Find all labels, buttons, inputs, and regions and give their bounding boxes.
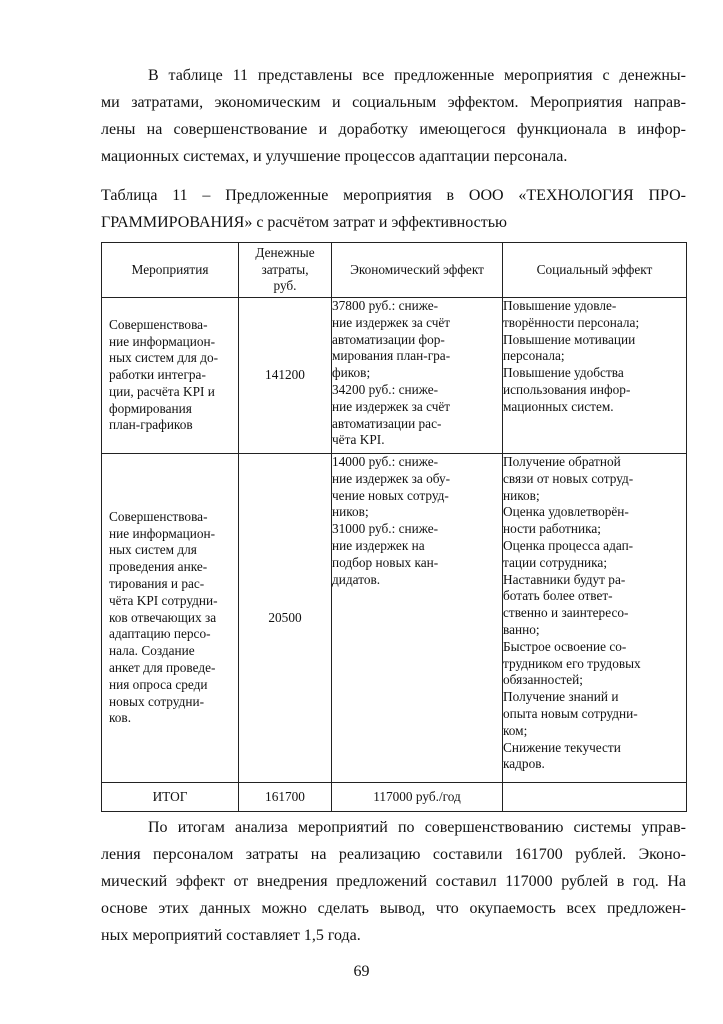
cell-line: Повышение удобства: [503, 365, 624, 381]
cell-line: ности работника;: [503, 521, 601, 537]
text-line: мационных системах, и улучшение процессов адаптации персонала.: [101, 148, 568, 165]
text-line: лены на совершенствование и доработку имеющегося функционала в инфор-: [101, 121, 686, 138]
cell-line: использования инфор-: [503, 381, 631, 397]
cost-cell: 20500: [239, 454, 332, 783]
cell-line: 14000 руб.: сниже-: [332, 454, 439, 469]
cell-line: ных систем для до-: [109, 350, 219, 366]
cell-line: Повышение мотивации: [503, 331, 636, 347]
cell-line: формирования: [109, 400, 192, 416]
table-row: [102, 454, 687, 783]
cell-line: персонала;: [503, 348, 565, 364]
cell-line: подбор новых кан-: [332, 554, 439, 570]
cell-line: фиков;: [332, 365, 371, 381]
cell-line: работки интегра-: [109, 367, 206, 383]
cell-line: ников;: [332, 504, 369, 520]
text-line: В таблице 11 представлены все предложенные мероприятия с денежны-: [148, 67, 686, 84]
cell-line: Быстрое освоение со-: [503, 638, 627, 654]
text-line: мический эффект от внедрения предложений составил 117000 рублей в год. На: [101, 873, 686, 890]
text-line: По итогам анализа мероприятий по совершенствованию системы управ-: [148, 819, 686, 836]
cell-line: чёта KPI сотрудни-: [109, 592, 218, 608]
cell-line: ции, расчёта KPI и: [109, 383, 215, 399]
cell-line: связи от новых сотруд-: [503, 470, 634, 486]
cell-line: нала. Создание: [109, 643, 195, 659]
caption-line: ГРАММИРОВАНИЯ» с расчётом затрат и эффективностью: [101, 214, 507, 231]
social-effect-cell: [503, 298, 687, 454]
text-line: ления персоналом затраты на реализацию составили 161700 рублей. Эконо-: [101, 846, 686, 863]
cell-line: кадров.: [503, 756, 545, 772]
cell-line: обязанностей;: [503, 672, 583, 688]
text-line: ми затратами, экономическим и социальным эффектом. Мероприятия направ-: [101, 94, 686, 111]
cell-line: 37800 руб.: сниже-: [332, 298, 439, 313]
cell-line: творённости персонала;: [503, 314, 640, 330]
cell-line: Оценка процесса адап-: [503, 537, 634, 553]
measures-table: [101, 242, 687, 812]
cell-line: ние информацион-: [109, 525, 216, 541]
header-costs: [239, 243, 332, 298]
text-line: основе этих данных можно сделать вывод, что окупаемость всех предложен-: [101, 900, 686, 917]
cell-line: 34200 руб.: сниже-: [332, 381, 439, 397]
cell-line: Повышение удовле-: [503, 298, 617, 313]
cell-line: Получение обратной: [503, 454, 621, 469]
cell-line: Совершенствова-: [109, 316, 208, 332]
table-caption: [101, 182, 686, 236]
cell-line: автоматизации фор-: [332, 331, 445, 347]
cell-line: ботать более ответ-: [503, 588, 613, 604]
cell-line: ных систем для: [109, 542, 197, 558]
header-costs-line: руб.: [273, 278, 297, 294]
cell-line: ние издержек за обу-: [332, 470, 451, 486]
cell-line: автоматизации рас-: [332, 415, 442, 431]
cell-line: ванно;: [503, 621, 540, 637]
header-measures: Мероприятия: [102, 243, 239, 298]
cell-line: Получение знаний и: [503, 689, 619, 705]
header-economic: Экономический эффект: [332, 243, 503, 298]
social-effect-cell: [503, 454, 687, 783]
intro-paragraph: [101, 62, 686, 170]
table-header-row: [102, 243, 687, 298]
total-economic: 117000 руб./год: [332, 783, 503, 812]
cell-line: ние издержек за счёт: [332, 398, 451, 414]
conclusion-paragraph: [101, 814, 686, 949]
cost-cell: 141200: [239, 298, 332, 454]
cell-line: Снижение текучести: [503, 739, 621, 755]
cell-line: ков отвечающих за: [109, 609, 217, 625]
cell-line: ние информацион-: [109, 333, 216, 349]
text-line: ных мероприятий составляет 1,5 года.: [101, 927, 361, 944]
cell-line: трудником его трудовых: [503, 655, 641, 671]
header-social: Социальный эффект: [503, 243, 687, 298]
economic-effect-cell: [332, 454, 503, 783]
cell-line: ников;: [503, 487, 540, 503]
table-total-row: [102, 783, 687, 812]
cell-line: Совершенствова-: [109, 508, 208, 524]
cell-line: тации сотрудника;: [503, 554, 608, 570]
cell-line: ственно и заинтересо-: [503, 605, 629, 621]
total-cost: 161700: [239, 783, 332, 812]
cell-line: 31000 руб.: сниже-: [332, 521, 439, 537]
cell-line: Наставники будут ра-: [503, 571, 626, 587]
header-costs-line: Денежные: [255, 244, 315, 260]
cell-line: новых сотрудни-: [109, 693, 205, 709]
economic-effect-cell: [332, 298, 503, 454]
table-row: [102, 298, 687, 454]
caption-line: Таблица 11 – Предложенные мероприятия в ООО «ТЕХНОЛОГИЯ ПРО-: [101, 187, 686, 204]
cell-line: ние издержек за счёт: [332, 314, 451, 330]
cell-line: чение новых сотруд-: [332, 487, 449, 503]
cell-line: мирования план-гра-: [332, 348, 451, 364]
total-label: ИТОГ: [102, 783, 239, 812]
cell-line: ния опроса среди: [109, 676, 208, 692]
measure-cell: [102, 454, 239, 783]
cell-line: чёта KPI.: [332, 432, 385, 448]
cell-line: план-графиков: [109, 417, 193, 433]
cell-line: дидатов.: [332, 571, 381, 587]
total-social: [503, 783, 687, 812]
cell-line: проведения анке-: [109, 559, 208, 575]
cell-line: тирования и рас-: [109, 576, 205, 591]
measure-cell: [102, 298, 239, 454]
cell-line: адаптацию персо-: [109, 626, 211, 642]
cell-line: ков.: [109, 710, 132, 726]
cell-line: ком;: [503, 722, 528, 738]
page-number: 69: [353, 963, 370, 980]
cell-line: анкет для проведе-: [109, 659, 216, 675]
header-costs-line: затраты,: [261, 261, 309, 277]
cell-line: Оценка удовлетворён-: [503, 504, 629, 520]
cell-line: мационных систем.: [503, 398, 614, 414]
cell-line: опыта новым сотрудни-: [503, 705, 638, 721]
cell-line: ние издержек на: [332, 537, 425, 553]
